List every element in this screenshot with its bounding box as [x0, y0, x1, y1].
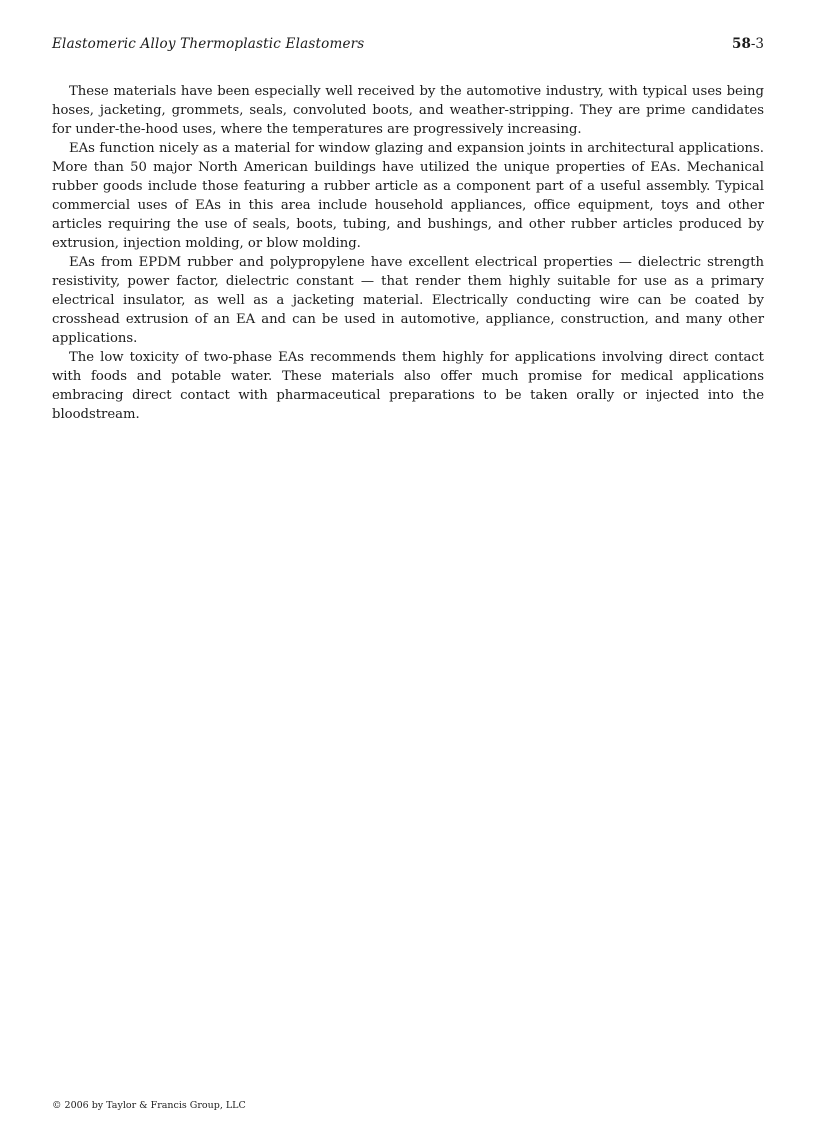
paragraph-toxicity: The low toxicity of two-phase EAs recommends them highly for applications involving direct contact with foods and potable water. These materials also offer much promise for medical applications embracing direct contact with pharmaceutical preparations to be taken orally or injected into the bloodstream.: [52, 350, 764, 422]
page-number: [732, 36, 764, 52]
paragraph-architectural: EAs function nicely as a material for window glazing and expansion joints in architectural applications. More than 50 major North American buildings have utilized the unique properties of EAs. Mechanical rubber goods include those featuring a rubber article as a component part of a useful assembly. Typical commercial uses of EAs in this area include household appliances, office equipment, toys and other articles requiring the use of seals, boots, tubing, and bushings, and other rubber articles produced by extrusion, injection molding, or blow molding.: [52, 141, 764, 251]
copyright-notice: © 2006 by Taylor & Francis Group, LLC: [52, 1100, 246, 1111]
page-header: [52, 36, 764, 54]
page-suffix: -3: [750, 36, 764, 52]
running-title: Elastomeric Alloy Thermoplastic Elastomers: [52, 36, 365, 52]
chapter-number: 58: [732, 36, 751, 52]
paragraph-automotive: These materials have been especially well received by the automotive industry, with typical uses being hoses, jacketing, grommets, seals, convoluted boots, and weather-stripping. They are prime candidates for under-the-hood uses, where the temperatures are progressively increasing.: [52, 84, 764, 137]
paragraph-electrical: EAs from EPDM rubber and polypropylene have excellent electrical properties — dielectric strength resistivity, power factor, dielectric constant — that render them highly suitable for use as a primary electrical insulator, as well as a jacketing material. Electrically conducting wire can be coated by crosshead extrusion of an EA and can be used in automotive, appliance, construction, and many other applications.: [52, 255, 764, 346]
body-text: [52, 82, 764, 424]
page-footer: [52, 1100, 246, 1111]
